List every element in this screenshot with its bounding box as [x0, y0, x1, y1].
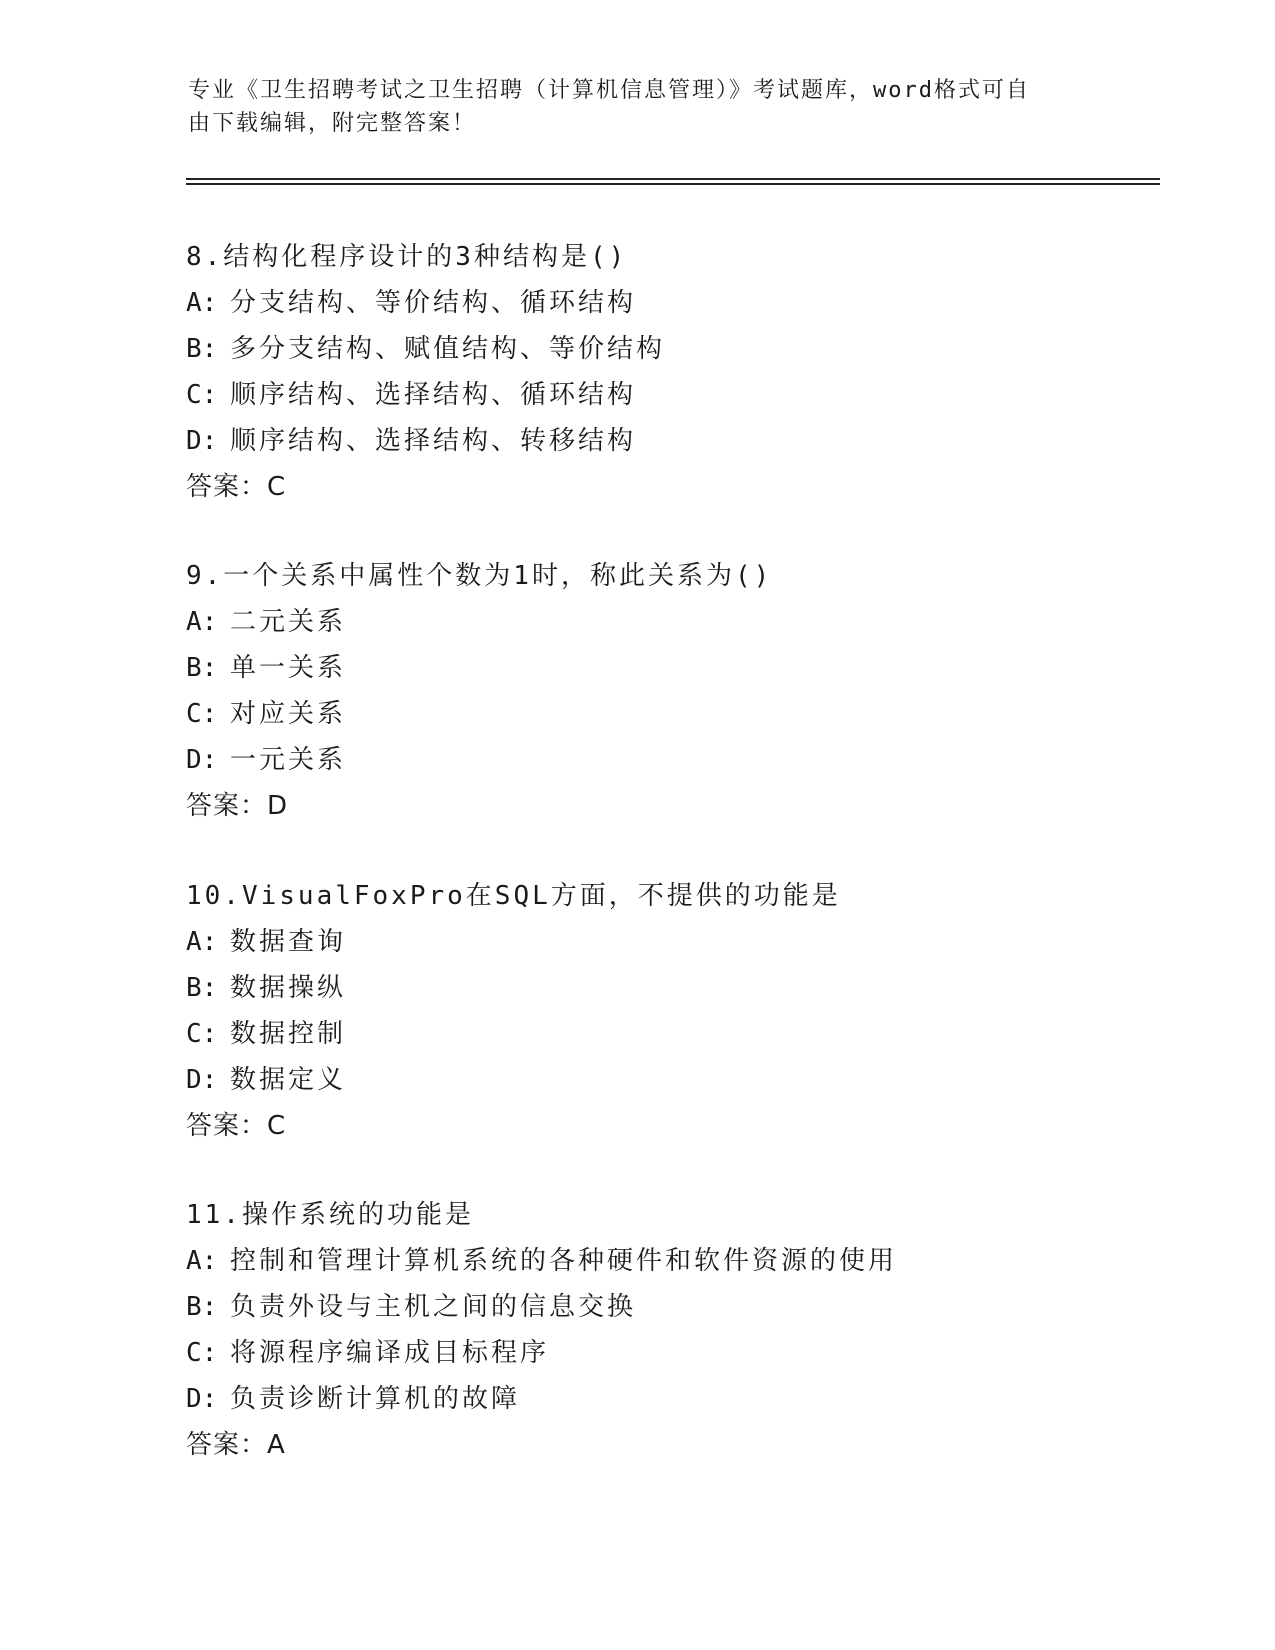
question-stem: 11.操作系统的功能是 — [186, 1200, 474, 1230]
option-text: 对应关系 — [230, 699, 347, 729]
option-text: 顺序结构、选择结构、循环结构 — [230, 380, 637, 410]
question-stem: 8.结构化程序设计的3种结构是() — [186, 242, 628, 272]
answer: 答案：C — [186, 472, 287, 502]
option-text: 单一关系 — [230, 653, 347, 683]
option-key: C: — [186, 1338, 218, 1368]
question-stem: 10.VisualFoxPro在SQL方面，不提供的功能是 — [186, 881, 841, 911]
option-text: 数据查询 — [230, 927, 347, 957]
option-c — [186, 1011, 1186, 1057]
answer: 答案：D — [186, 791, 289, 821]
option-text: 负责外设与主机之间的信息交换 — [230, 1292, 637, 1322]
option-key: C: — [186, 1019, 218, 1049]
answer: 答案：A — [186, 1430, 286, 1460]
option-key: B: — [186, 973, 218, 1003]
option-a — [186, 919, 1186, 965]
option-c — [186, 1330, 1186, 1376]
header-line-1: 专业《卫生招聘考试之卫生招聘（计算机信息管理）》考试题库，word格式可自 — [188, 78, 1030, 103]
option-d — [186, 737, 1186, 783]
option-text: 顺序结构、选择结构、转移结构 — [230, 426, 637, 456]
option-key: B: — [186, 653, 218, 683]
option-key: B: — [186, 1292, 218, 1322]
option-text: 负责诊断计算机的故障 — [230, 1384, 521, 1414]
header-divider-top — [186, 178, 1160, 180]
option-text: 数据操纵 — [230, 973, 347, 1003]
answer: 答案：C — [186, 1111, 287, 1141]
option-key: A: — [186, 288, 218, 318]
option-text: 数据控制 — [230, 1019, 347, 1049]
option-key: D: — [186, 745, 218, 775]
option-c — [186, 372, 1186, 418]
option-key: D: — [186, 1065, 218, 1095]
option-key: C: — [186, 380, 218, 410]
option-key: D: — [186, 1384, 218, 1414]
option-text: 多分支结构、赋值结构、等价结构 — [230, 334, 666, 364]
option-a — [186, 599, 1186, 645]
option-text: 控制和管理计算机系统的各种硬件和软件资源的使用 — [230, 1246, 898, 1276]
option-b — [186, 326, 1186, 372]
question-10 — [186, 873, 1186, 1149]
document-header — [188, 74, 1088, 140]
option-d — [186, 1376, 1186, 1422]
question-8 — [186, 234, 1186, 510]
header-line-2: 由下载编辑，附完整答案！ — [188, 111, 477, 136]
option-key: D: — [186, 426, 218, 456]
option-key: C: — [186, 699, 218, 729]
option-b — [186, 645, 1186, 691]
option-c — [186, 691, 1186, 737]
question-9 — [186, 553, 1186, 829]
option-key: A: — [186, 927, 218, 957]
option-text: 分支结构、等价结构、循环结构 — [230, 288, 637, 318]
option-a — [186, 1238, 1186, 1284]
option-key: A: — [186, 1246, 218, 1276]
option-text: 一元关系 — [230, 745, 347, 775]
question-stem: 9.一个关系中属性个数为1时，称此关系为() — [186, 561, 773, 591]
option-b — [186, 965, 1186, 1011]
option-text: 数据定义 — [230, 1065, 347, 1095]
option-key: A: — [186, 607, 218, 637]
option-key: B: — [186, 334, 218, 364]
option-a — [186, 280, 1186, 326]
question-11 — [186, 1192, 1186, 1468]
header-divider-bottom — [186, 183, 1160, 185]
option-d — [186, 418, 1186, 464]
option-text: 将源程序编译成目标程序 — [230, 1338, 550, 1368]
option-b — [186, 1284, 1186, 1330]
option-d — [186, 1057, 1186, 1103]
option-text: 二元关系 — [230, 607, 347, 637]
